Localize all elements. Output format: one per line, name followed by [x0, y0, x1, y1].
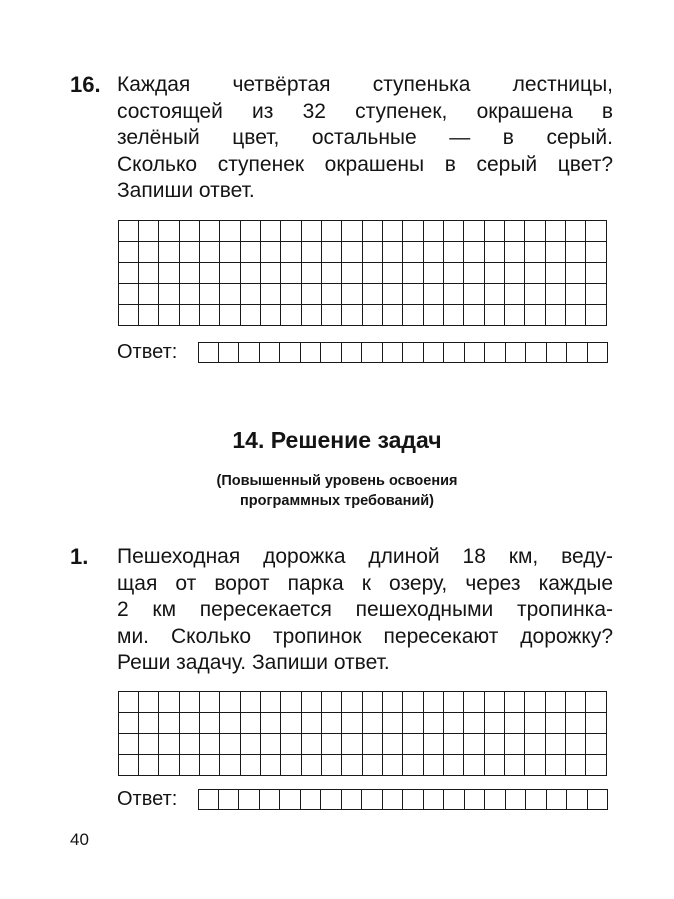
- section-subtitle-line: программных требований): [240, 493, 434, 509]
- page-number: 40: [70, 830, 89, 849]
- answer-label: Ответ:: [117, 788, 178, 810]
- answer-row: [117, 340, 609, 364]
- solution-grid[interactable]: [118, 691, 607, 776]
- task-number: 16.: [70, 72, 101, 97]
- answer-row: [117, 787, 609, 811]
- task-line: Каждая четвёртая ступенька лестницы,: [117, 73, 613, 96]
- task-text: [117, 72, 613, 205]
- answer-boxes[interactable]: [198, 342, 608, 364]
- task-line: щая от ворот парка к озеру, через каждые: [117, 571, 613, 595]
- task-number: 1.: [70, 544, 89, 569]
- task-line: 2 км пересекается пешеходными тропинка-: [117, 598, 613, 621]
- answer-boxes[interactable]: [198, 789, 608, 811]
- task-line: Запиши ответ.: [117, 179, 255, 202]
- task-line: зелёный цвет, остальные — в серый.: [117, 126, 613, 149]
- section-title: 14. Решение задач: [232, 427, 442, 453]
- task-16: [70, 72, 615, 202]
- task-1: [70, 544, 615, 674]
- task-line: ми. Сколько тропинок пересекают дорожку?: [117, 624, 613, 648]
- solution-grid[interactable]: [118, 220, 607, 326]
- answer-label: Ответ:: [117, 341, 178, 363]
- task-line: Пешеходная дорожка длиной 18 км, веду-: [117, 545, 613, 568]
- task-line: Реши задачу. Запиши ответ.: [117, 651, 390, 674]
- section-subtitle-line: (Повышенный уровень освоения: [216, 473, 458, 489]
- section-subtitle: [0, 471, 674, 511]
- task-text: [117, 544, 613, 677]
- task-line: Сколько ступенек окрашены в серый цвет?: [117, 152, 613, 176]
- task-line: состоящей из 32 ступенек, окрашена в: [117, 99, 613, 123]
